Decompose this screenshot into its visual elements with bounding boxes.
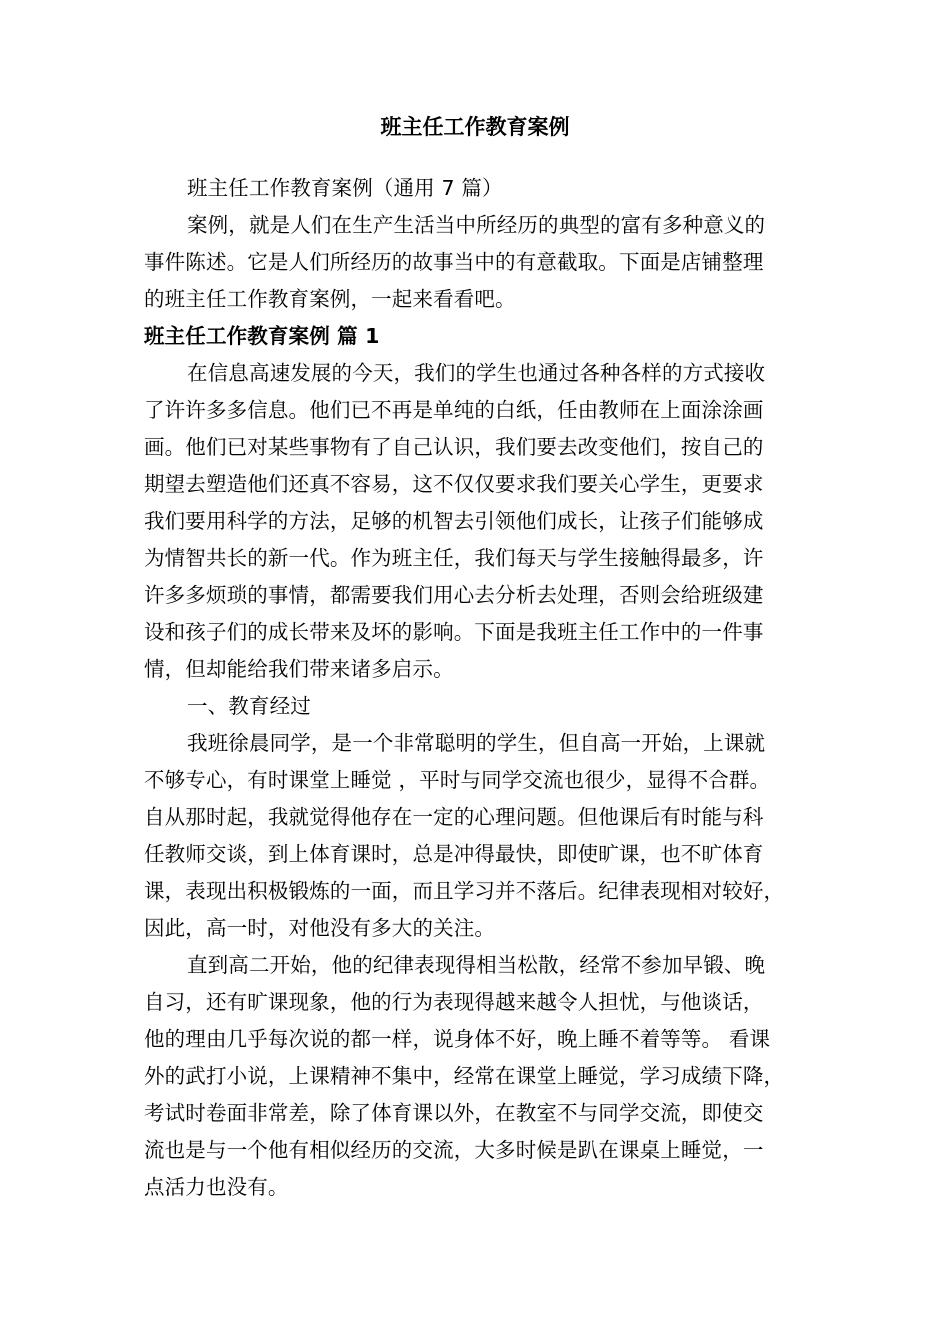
para3-line-7: 点活力也没有。 <box>144 1175 289 1199</box>
para3-line-5: 考试时卷面非常差，除了体育课以外，在教室不与同学交流，即使交 <box>144 1101 764 1125</box>
intro-line-3: 的班主任工作教育案例，一起来看看吧。 <box>144 287 516 311</box>
para2-line-3: 自从那时起，我就觉得他存在一定的心理问题。但他课后有时能与科 <box>144 805 764 829</box>
document-title: 班主任工作教育案例 <box>380 115 570 139</box>
para1-line-6: 为情智共长的新一代。作为班主任，我们每天与学生接触得最多，许 <box>144 546 764 570</box>
intro-line-1: 案例，就是人们在生产生活当中所经历的典型的富有多种意义的 <box>187 213 766 237</box>
para2-line-1: 我班徐晨同学，是一个非常聪明的学生，但自高一开始，上课就 <box>187 731 766 755</box>
para3-line-4: 外的武打小说，上课精神不集中，经常在课堂上睡觉，学习成绩下降， <box>144 1064 785 1088</box>
para3-line-2: 自习，还有旷课现象，他的行为表现得越来越令人担忧，与他谈话， <box>144 990 764 1014</box>
para1-line-8: 设和孩子们的成长带来及坏的影响。下面是我班主任工作中的一件事 <box>144 620 764 644</box>
para3-line-1: 直到高二开始，他的纪律表现得相当松散，经常不参加早锻、晚 <box>187 953 766 977</box>
para2-line-6: 因此，高一时，对他没有多大的关注。 <box>144 916 496 940</box>
para1-line-1: 在信息高速发展的今天，我们的学生也通过各种各样的方式接收 <box>187 361 766 385</box>
para2-line-5: 课，表现出积极锻炼的一面，而且学习并不落后。纪律表现相对较好， <box>144 879 785 903</box>
para1-line-7: 许多多烦琐的事情，都需要我们用心去分析去处理，否则会给班级建 <box>144 583 764 607</box>
para1-line-2: 了许许多多信息。他们已不再是单纯的白纸，任由教师在上面涂涂画 <box>144 398 764 422</box>
para3-line-6: 流也是与一个他有相似经历的交流，大多时候是趴在课桌上睡觉，一 <box>144 1138 764 1162</box>
para2-line-4: 任教师交谈，到上体育课时，总是冲得最快，即使旷课，也不旷体育 <box>144 842 764 866</box>
section-heading-1: 班主任工作教育案例 篇 1 <box>144 324 380 348</box>
intro-line-2: 事件陈述。它是人们所经历的故事当中的有意截取。下面是店铺整理 <box>144 250 764 274</box>
para1-line-3: 画。他们已对某些事物有了自己认识，我们要去改变他们，按自己的 <box>144 435 764 459</box>
para1-line-4: 期望去塑造他们还真不容易，这不仅仅要求我们要关心学生，更要求 <box>144 472 764 496</box>
para1-line-5: 我们要用科学的方法，足够的机智去引领他们成长，让孩子们能够成 <box>144 509 764 533</box>
para1-line-9: 情，但却能给我们带来诸多启示。 <box>144 657 454 681</box>
subtitle-line: 班主任工作教育案例（通用 7 篇） <box>187 176 503 200</box>
para3-line-3: 他的理由几乎每次说的都一样，说身体不好，晚上睡不着等等。 看课 <box>144 1027 771 1051</box>
para2-line-2: 不够专心，有时课堂上睡觉 ，平时与同学交流也很少，显得不合群。 <box>144 768 771 792</box>
subsection-heading: 一、教育经过 <box>187 694 311 718</box>
